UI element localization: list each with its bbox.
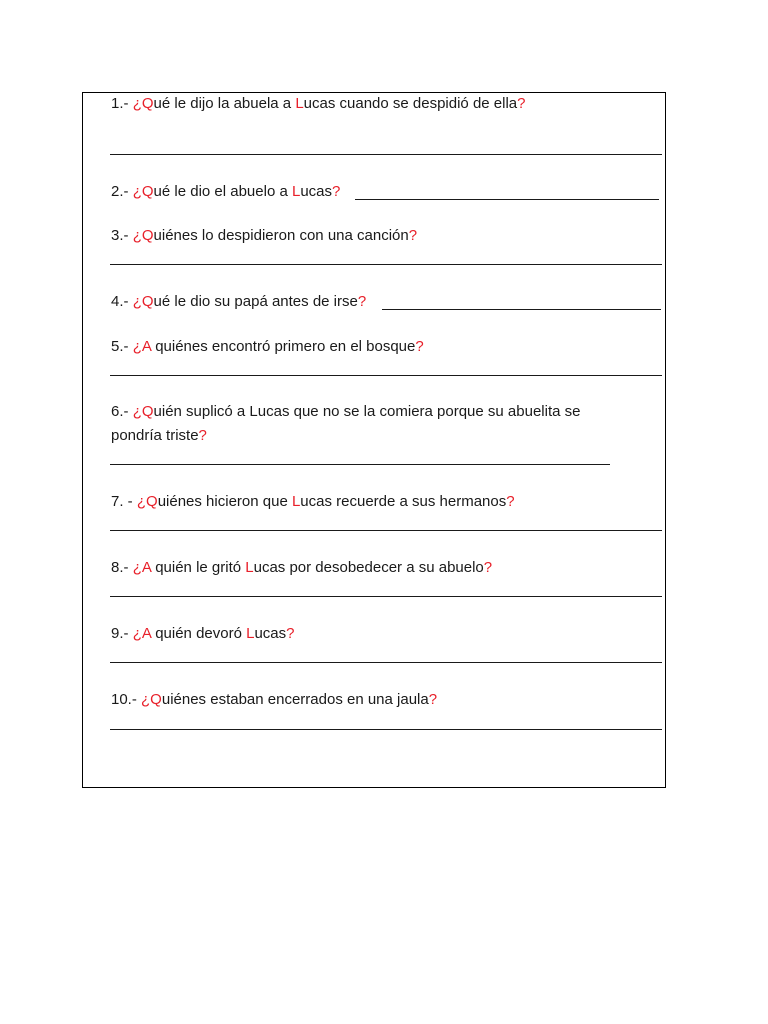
question-text: uiénes hicieron que [157,493,292,510]
question-text: uién suplicó a Lucas que no se la comiera porque su abuelita se pondría triste [111,403,581,444]
question-1 [111,92,526,116]
question-number: 4.- [111,293,133,310]
question-text: quién le gritó [151,559,246,576]
answer-line-3[interactable] [110,264,662,265]
question-number: 5.- [111,338,133,355]
question-text: ucas por desobedecer a su abuelo [253,559,484,576]
question-open-mark: ¿Q [132,183,154,200]
question-2 [111,180,340,204]
question-number: 10.- [111,691,142,708]
answer-line-9[interactable] [110,662,662,663]
question-open-mark: ¿Q [141,691,162,708]
question-open-mark: ¿A [132,559,152,576]
question-8 [111,556,492,580]
question-close-mark: ? [506,493,515,510]
answer-line-6[interactable] [110,464,610,465]
question-close-mark: ? [408,227,418,244]
question-9 [111,622,294,646]
question-close-mark: ? [198,427,207,444]
question-text: ucas [300,183,333,200]
question-text: quiénes encontró primero en el bosque [151,338,416,355]
question-highlight-letter: L [291,493,301,510]
question-number: 1.- [111,95,133,112]
question-highlight-letter: L [291,183,301,200]
answer-line-10[interactable] [110,729,662,730]
question-highlight-letter: L [245,559,254,576]
question-6 [111,400,611,448]
question-text: ué le dio su papá antes de irse [153,293,358,310]
question-number: 7. - [111,493,137,510]
question-text: ucas [254,625,287,642]
question-text: ucas recuerde a sus hermanos [300,493,507,510]
question-close-mark: ? [483,559,493,576]
question-text: uiénes estaban encerrados en una jaula [161,691,429,708]
answer-line-5[interactable] [110,375,662,376]
question-text: uiénes lo despidieron con una canción [153,227,409,244]
question-close-mark: ? [517,95,526,112]
question-highlight-letter: L [246,625,255,642]
question-4 [111,290,366,314]
question-number: 8.- [111,559,133,576]
question-highlight-letter: L [295,95,304,112]
question-open-mark: ¿Q [136,493,158,510]
question-text: quién devoró [151,625,247,642]
question-open-mark: ¿Q [132,227,154,244]
answer-line-2[interactable] [355,199,659,200]
question-text: ué le dijo la abuela a [153,95,296,112]
question-close-mark: ? [332,183,341,200]
question-open-mark: ¿Q [132,95,154,112]
question-open-mark: ¿A [132,338,152,355]
question-text: ucas cuando se despidió de ella [303,95,518,112]
question-10 [111,688,437,712]
question-3 [111,224,417,248]
question-7 [111,490,515,514]
question-number: 2.- [111,183,133,200]
answer-line-8[interactable] [110,596,662,597]
answer-line-4[interactable] [382,309,661,310]
question-5 [111,335,424,359]
question-number: 6.- [111,403,133,420]
question-number: 9.- [111,625,133,642]
question-close-mark: ? [286,625,295,642]
question-close-mark: ? [357,293,367,310]
answer-line-7[interactable] [110,530,662,531]
question-open-mark: ¿A [132,625,152,642]
question-number: 3.- [111,227,133,244]
question-text: ué le dio el abuelo a [153,183,292,200]
question-close-mark: ? [428,691,438,708]
question-open-mark: ¿Q [132,293,154,310]
answer-line-1[interactable] [110,154,662,155]
question-open-mark: ¿Q [132,403,154,420]
question-close-mark: ? [415,338,424,355]
